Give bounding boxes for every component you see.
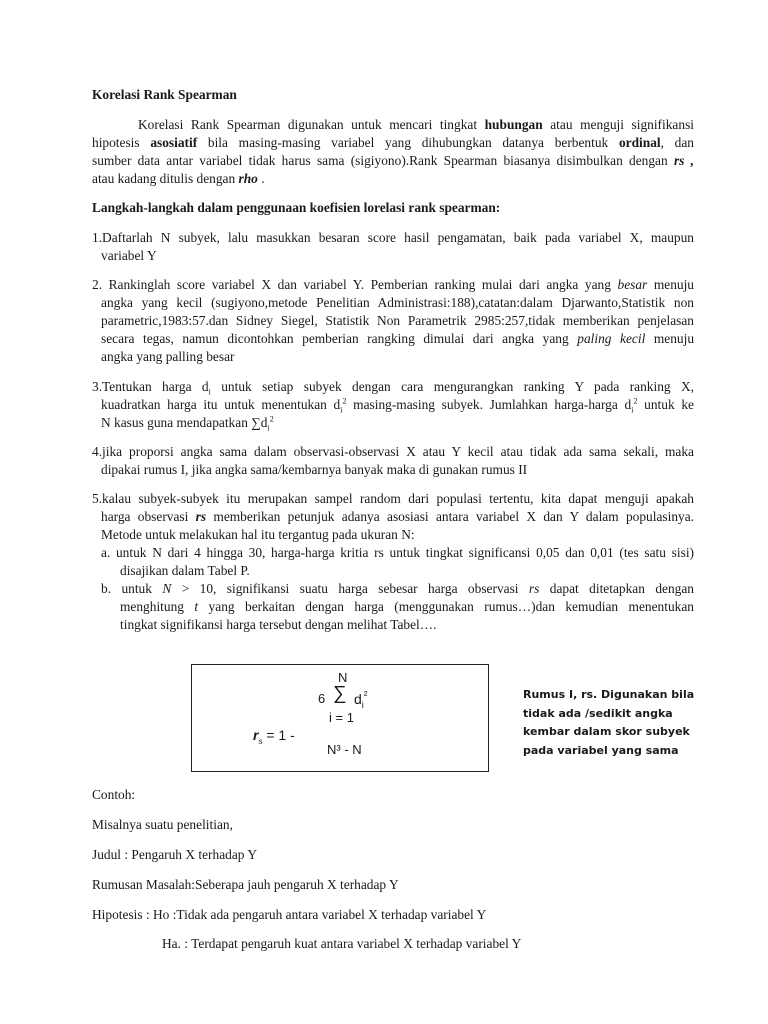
text-line: harga observasi rs memberikan petunjuk adanya asosiasi antara variabel X dan Y dalam populasinya. [101,509,695,524]
example-intro: Misalnya suatu penelitian, [92,817,233,832]
example-rumusan: Rumusan Masalah:Seberapa jauh pengaruh X terhadap Y [92,877,399,892]
text-line: secara tegas, namun dicontohkan pemberian rangking dimulai dari angka yang paling kecil menuju [101,331,695,346]
text-line: Metode untuk melakukan hal itu tergantug pada ukuran N: [101,527,415,542]
example-hipotesis-ho: Hipotesis : Ho :Tidak ada pengaruh antara variabel X terhadap variabel Y [92,907,487,922]
formula-denominator: N³ - N [327,742,362,757]
step-item [92,229,694,265]
text-line: 3.Tentukan harga $d_i$ untuk setiap subyek dengan cara mengurangkan ranking Y pada ranking X, [92,379,694,397]
intro-paragraph [92,116,694,188]
step-item [92,276,694,366]
formula-lower-limit: i = 1 [329,710,354,725]
text-line: N kasus guna mendapatkan $\sum d_i^2$ [101,414,274,433]
text-line: disajikan dalam Tabel P. [120,563,250,578]
text-line: dipakai rumus I, jika angka sama/kembarnya banyak maka di gunakan rumus II [101,462,528,477]
text-line: Korelasi Rank Spearman digunakan untuk mencari tingkat hubungan atau menguji signifikansi [138,117,695,132]
text-line: parametric,1983:57.dan Sidney Siegel, Statistik Non Parametrik 2985:257,tidak memberikan penjelasan [101,313,694,328]
formula-note-line: pada variabel yang sama [523,743,679,757]
document-title: Korelasi Rank Spearman [92,87,237,102]
formula-box [191,664,489,772]
text-line: angka yang palling besar [101,349,235,364]
text-line: 5.kalau subyek-subyek itu merupakan sampel random dari populasi tertentu, kita dapat menguji apakah [92,491,694,506]
step-item [92,443,694,479]
steps-heading: Langkah-langkah dalam penggunaan koefisien lorelasi rank spearman: [92,200,501,215]
example-judul: Judul : Pengaruh X terhadap Y [92,847,257,862]
text-line: a. untuk N dari 4 hingga 30, harga-harga kritia rs untuk tingkat significansi 0,05 dan 0,01 (tes satu sisi) [101,545,694,560]
text-line: b. untuk N > 10, signifikansi suatu harga sebesar harga observasi rs dapat ditetapkan dengan [101,581,694,596]
formula-coefficient: 6 [318,691,326,706]
text-line: hipotesis asosiatif bila masing-masing variabel yang dihubungkan datanya berbentuk ordinal, dan [92,135,694,150]
text-line: sumber data antar variabel tidak harus sama (sigiyono).Rank Spearman biasanya disimbulkan dengan rs , [92,153,694,168]
formula-lhs: $r_s = 1$ - [253,727,295,746]
formula-sigma: ∑ [333,683,347,704]
text-line: kuadratkan harga itu untuk menentukan $d_i^2$ masing-masing subyek. Jumlahkan harga-harga $d_i^2$ untuk ke [101,396,694,415]
text-line: 4.jika proporsi angka sama dalam observasi-observasi X atau Y kecil atau tidak ada sama sekali, maka [92,444,694,459]
text-line: 1.Daftarlah N subyek, lalu masukkan besaran score hasil pengamatan, baik pada variabel X, maupun [92,230,694,245]
formula-note-line: kembar dalam skor subyek [523,725,690,738]
formula-note-line: Rumus I, rs. Digunakan bila [523,688,695,701]
step-item [92,490,694,634]
example-hipotesis-ha: Ha. : Terdapat pengaruh kuat antara variabel X terhadap variabel Y [162,936,522,951]
formula-note-line: tidak ada /sedikit angka [523,706,673,720]
text-line: angka yang kecil (sugiyono,metode Penelitian Administrasi:188),catatan:dalam Djarwanto,Statistik non [101,295,694,310]
text-line: atau kadang ditulis dengan rho . [92,171,265,186]
text-line: tingkat signifikansi harga tersebut dengan melihat Tabel…. [120,617,437,632]
text-line: variabel Y [101,248,157,263]
text-line: 2. Rankinglah score variabel X dan variabel Y. Pemberian ranking mulai dari angka yang besar menuju [92,277,694,292]
example-label: Contoh: [92,787,136,802]
formula-upper-limit: N [338,670,348,685]
formula-note [523,686,723,760]
formula-term: $d_i^{^2}$ [354,689,368,710]
text-line: menghitung t yang berkaitan dengan harga (menggunakan rumus…)dan kemudian menentukan [120,599,694,614]
step-item [92,378,694,432]
